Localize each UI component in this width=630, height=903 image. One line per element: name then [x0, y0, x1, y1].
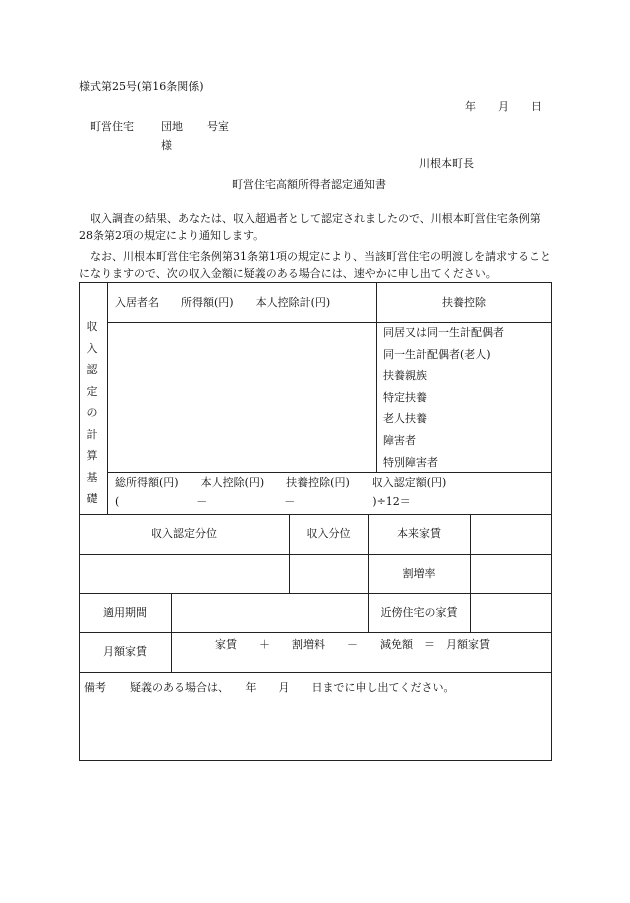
- nearby-rent-label: 近傍住宅の家賃: [380, 606, 458, 619]
- period-label: 適用期間: [103, 606, 147, 619]
- dependent-header: 扶養控除: [442, 296, 486, 309]
- form-number: 様式第25号(第16条関係): [79, 80, 204, 93]
- rent-formula: 家賃 ＋ 割増料 － 減免額 ＝ 月額家賃: [215, 638, 490, 651]
- body-paragraph-1: 収入調査の結果、あなたは、収入超過者として認定されましたので、川根本町営住宅条例第28条第2項の規定により通知します。: [79, 212, 541, 242]
- income-bracket-label: 収入分位: [306, 527, 351, 540]
- dependent-item: 老人扶養: [383, 412, 427, 426]
- resident-header: 入居者名 所得額(円) 本人控除計(円): [115, 296, 331, 309]
- monthly-rent-label: 月額家賃: [103, 645, 147, 658]
- dependent-item: 特別障害者: [383, 455, 438, 469]
- date-line: 年 月 日: [465, 100, 542, 113]
- dependent-item: 障害者: [383, 433, 416, 447]
- income-class-label: 収入認定分位: [151, 527, 217, 540]
- dependent-item: 同一生計配偶者(老人): [383, 347, 491, 361]
- dependent-item: 扶養親族: [383, 369, 427, 383]
- base-rent-label: 本来家賃: [397, 527, 441, 540]
- body-paragraph-2: なお、川根本町営住宅条例第31条第1項の規定により、当該町営住宅の明渡しを請求することになりますので、次の収入金額に疑義のある場合には、速やかに申し出てください。: [79, 250, 551, 280]
- address-room: 号室: [207, 120, 229, 133]
- issuer: 川根本町長: [419, 157, 474, 170]
- remarks-label: 備考: [84, 681, 106, 694]
- income-basis-label: 収 入 認 定 の 計 算 基 礎: [86, 320, 98, 505]
- addressee-honorific: 様: [161, 139, 172, 152]
- dependent-item: 特定扶養: [383, 390, 427, 404]
- calc-formula: ( － － )÷12＝: [115, 495, 411, 508]
- dependent-item: 同居又は同一生計配偶者: [383, 326, 504, 339]
- document-title: 町営住宅高額所得者認定通知書: [232, 178, 386, 191]
- calc-header: 総所得額(円) 本人控除(円) 扶養控除(円) 収入認定額(円): [115, 476, 447, 489]
- remarks-text: 疑義のある場合は、 年 月 日までに申し出てください。: [130, 681, 455, 694]
- address-housing: 町営住宅: [90, 120, 134, 133]
- dependent-list: [383, 322, 504, 473]
- surcharge-rate-label: 割増率: [402, 567, 436, 580]
- address-complex: 団地: [161, 120, 183, 133]
